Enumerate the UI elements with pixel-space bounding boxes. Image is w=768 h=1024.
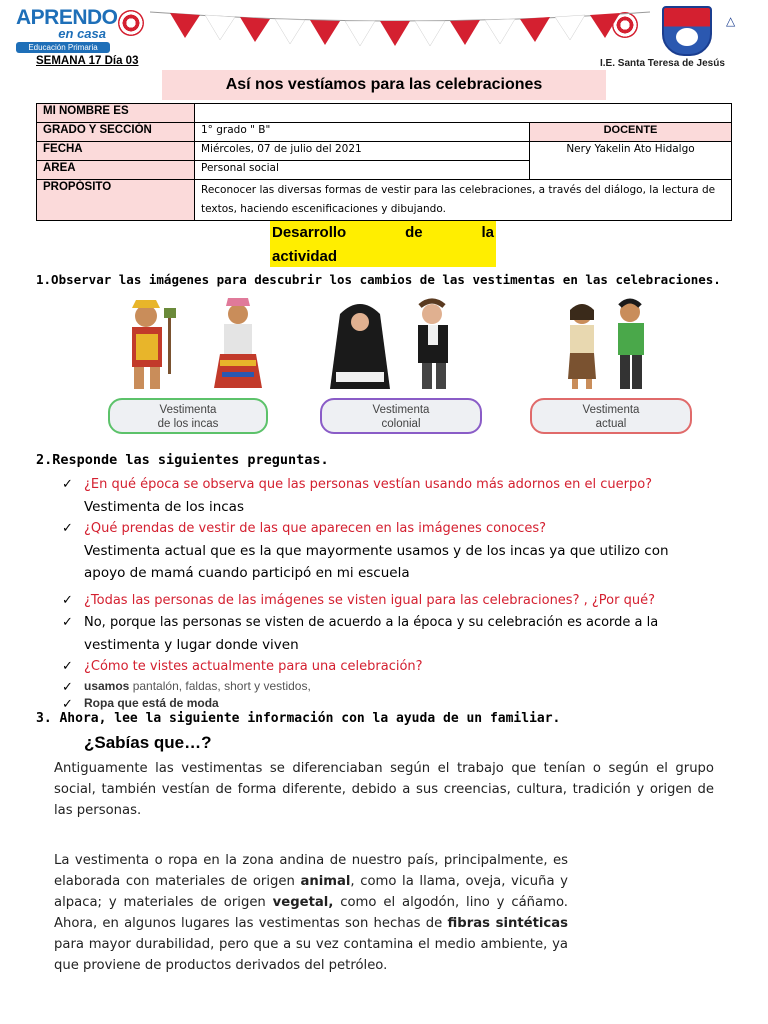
question-item bbox=[62, 590, 742, 612]
question-text: ¿En qué época se observa que las personas vestían usando más adornos en el cuerpo? bbox=[84, 477, 653, 492]
caption-line: de los incas bbox=[157, 418, 219, 430]
logo-subtitle: en casa bbox=[58, 26, 106, 41]
question-item bbox=[62, 612, 742, 634]
cockade-icon bbox=[118, 10, 144, 36]
section-heading bbox=[270, 221, 496, 267]
checkmark-icon: ✓ bbox=[62, 615, 73, 630]
paragraph-text: para mayor durabilidad, pero que a su vez contamina el medio ambiente, ya que proviene de productos derivados del petróleo. bbox=[54, 937, 568, 973]
question-text: ¿Qué prendas de vestir de las que aparecen en las imágenes conoces? bbox=[84, 521, 547, 536]
paragraph-bold: fibras sintéticas bbox=[447, 916, 568, 931]
logo-title: APRENDO bbox=[16, 6, 118, 29]
answer-rest: pantalón, faldas, short y vestidos, bbox=[129, 679, 311, 693]
paragraph-bold: vegetal, bbox=[272, 895, 334, 910]
inca-clothing-illustration bbox=[108, 294, 276, 394]
answer-item bbox=[62, 678, 742, 695]
heading-word: actividad bbox=[272, 248, 338, 265]
teacher-value: Nery Yakelin Ato Hidalgo bbox=[530, 142, 732, 180]
question-text: ¿Todas las personas de las imágenes se visten igual para las celebraciones? , ¿Por qué? bbox=[84, 593, 655, 608]
date-value: Miércoles, 07 de julio del 2021 bbox=[195, 142, 530, 161]
answer-item bbox=[62, 695, 742, 712]
teacher-label: DOCENTE bbox=[530, 123, 732, 142]
week-label: SEMANA 17 Día 03 bbox=[36, 55, 139, 67]
caption-line: Vestimenta bbox=[372, 404, 430, 416]
answer-text: No, porque las personas se visten de acuerdo a la época y su celebración es acorde a la bbox=[84, 615, 659, 630]
caption-line: actual bbox=[595, 418, 627, 430]
caption-colonial bbox=[320, 398, 482, 434]
date-label: FECHA bbox=[37, 142, 195, 161]
answer-text: Vestimenta actual que es la que mayormente usamos y de los incas ya que utilizo con bbox=[84, 543, 669, 559]
did-you-know-heading: ¿Sabías que…? bbox=[84, 733, 212, 752]
paragraph-1: Antiguamente las vestimentas se diferenciaban según el trabajo que tenían o según el grupo social, también vestían de forma diferente, debido a sus creencias, cultura, tradición y origen de las personas. bbox=[54, 761, 714, 818]
questions-list bbox=[62, 474, 742, 712]
question-item bbox=[62, 656, 742, 678]
area-label: AREA bbox=[37, 161, 195, 180]
paragraph-text: , como la llama, oveja, vicuña y alpaca; y materiales de origen bbox=[54, 874, 568, 910]
aprendo-en-casa-logo bbox=[16, 6, 118, 56]
caption-line: Vestimenta bbox=[159, 404, 217, 416]
school-crest-icon bbox=[662, 6, 712, 56]
question-item bbox=[62, 474, 742, 496]
checkmark-icon: ✓ bbox=[62, 696, 73, 711]
logo-caption: Educación Primaria bbox=[16, 42, 110, 53]
school-name: I.E. Santa Teresa de Jesús bbox=[600, 58, 725, 69]
step-3-heading: 3. Ahora, lee la siguiente información con la ayuda de un familiar. bbox=[36, 711, 561, 726]
area-value: Personal social bbox=[195, 161, 530, 180]
name-field[interactable] bbox=[195, 104, 732, 123]
grade-label: GRADO Y SECCIÓN bbox=[37, 123, 195, 142]
modern-clothing-illustration bbox=[530, 294, 698, 394]
checkmark-icon: ✓ bbox=[62, 477, 73, 492]
heading-word: Desarrollo bbox=[272, 224, 347, 241]
answer-text: vestimenta y lugar donde viven bbox=[84, 637, 299, 653]
caption-line: Vestimenta bbox=[582, 404, 640, 416]
paragraph-text: como el algodón, lino y cáñamo. Ahora, en algunos lugares las vestimentas son hechas de bbox=[54, 895, 568, 931]
question-item bbox=[62, 518, 742, 540]
paragraph-bold: animal bbox=[300, 874, 351, 889]
name-label: MI NOMBRE ES bbox=[37, 104, 195, 123]
answer-text: apoyo de mamá cuando participó en mi escuela bbox=[84, 565, 410, 581]
answer-bold: usamos bbox=[84, 679, 130, 693]
flag-bunting bbox=[150, 8, 650, 50]
question-text: ¿Cómo te vistes actualmente para una celebración? bbox=[84, 659, 423, 674]
paragraph-2 bbox=[54, 850, 568, 976]
caption-inca bbox=[108, 398, 268, 434]
heading-word: la bbox=[481, 224, 494, 241]
checkmark-icon: ✓ bbox=[62, 679, 73, 694]
purpose-label: PROPÓSITO bbox=[37, 180, 195, 221]
answer-bold: Ropa que está de moda bbox=[84, 696, 219, 710]
info-table bbox=[36, 103, 732, 221]
paragraph-text: La vestimenta o ropa en la zona andina de nuestro país, principalmente, es elaborada con materiales de origen bbox=[54, 853, 568, 889]
page-title: Así nos vestíamos para las celebraciones bbox=[162, 70, 606, 100]
colonial-clothing-illustration bbox=[320, 294, 488, 394]
grade-value: 1° grado " B" bbox=[195, 123, 530, 142]
checkmark-icon: ✓ bbox=[62, 521, 73, 536]
heading-word: de bbox=[405, 224, 423, 241]
checkmark-icon: ✓ bbox=[62, 659, 73, 674]
step-1-heading: 1.Observar las imágenes para descubrir los cambios de las vestimentas en las celebraciones. bbox=[36, 272, 721, 287]
caption-line: colonial bbox=[381, 418, 421, 430]
answer-text: Vestimenta de los incas bbox=[84, 499, 244, 515]
checkmark-icon: ✓ bbox=[62, 593, 73, 608]
caption-modern bbox=[530, 398, 692, 434]
purpose-value: Reconocer las diversas formas de vestir para las celebraciones, a través del diálogo, la lectura de textos, haciendo escenificaciones y dibujando. bbox=[195, 180, 732, 221]
triangle-icon: △ bbox=[726, 14, 736, 28]
step-2-heading: 2.Responde las siguientes preguntas. bbox=[36, 452, 329, 468]
